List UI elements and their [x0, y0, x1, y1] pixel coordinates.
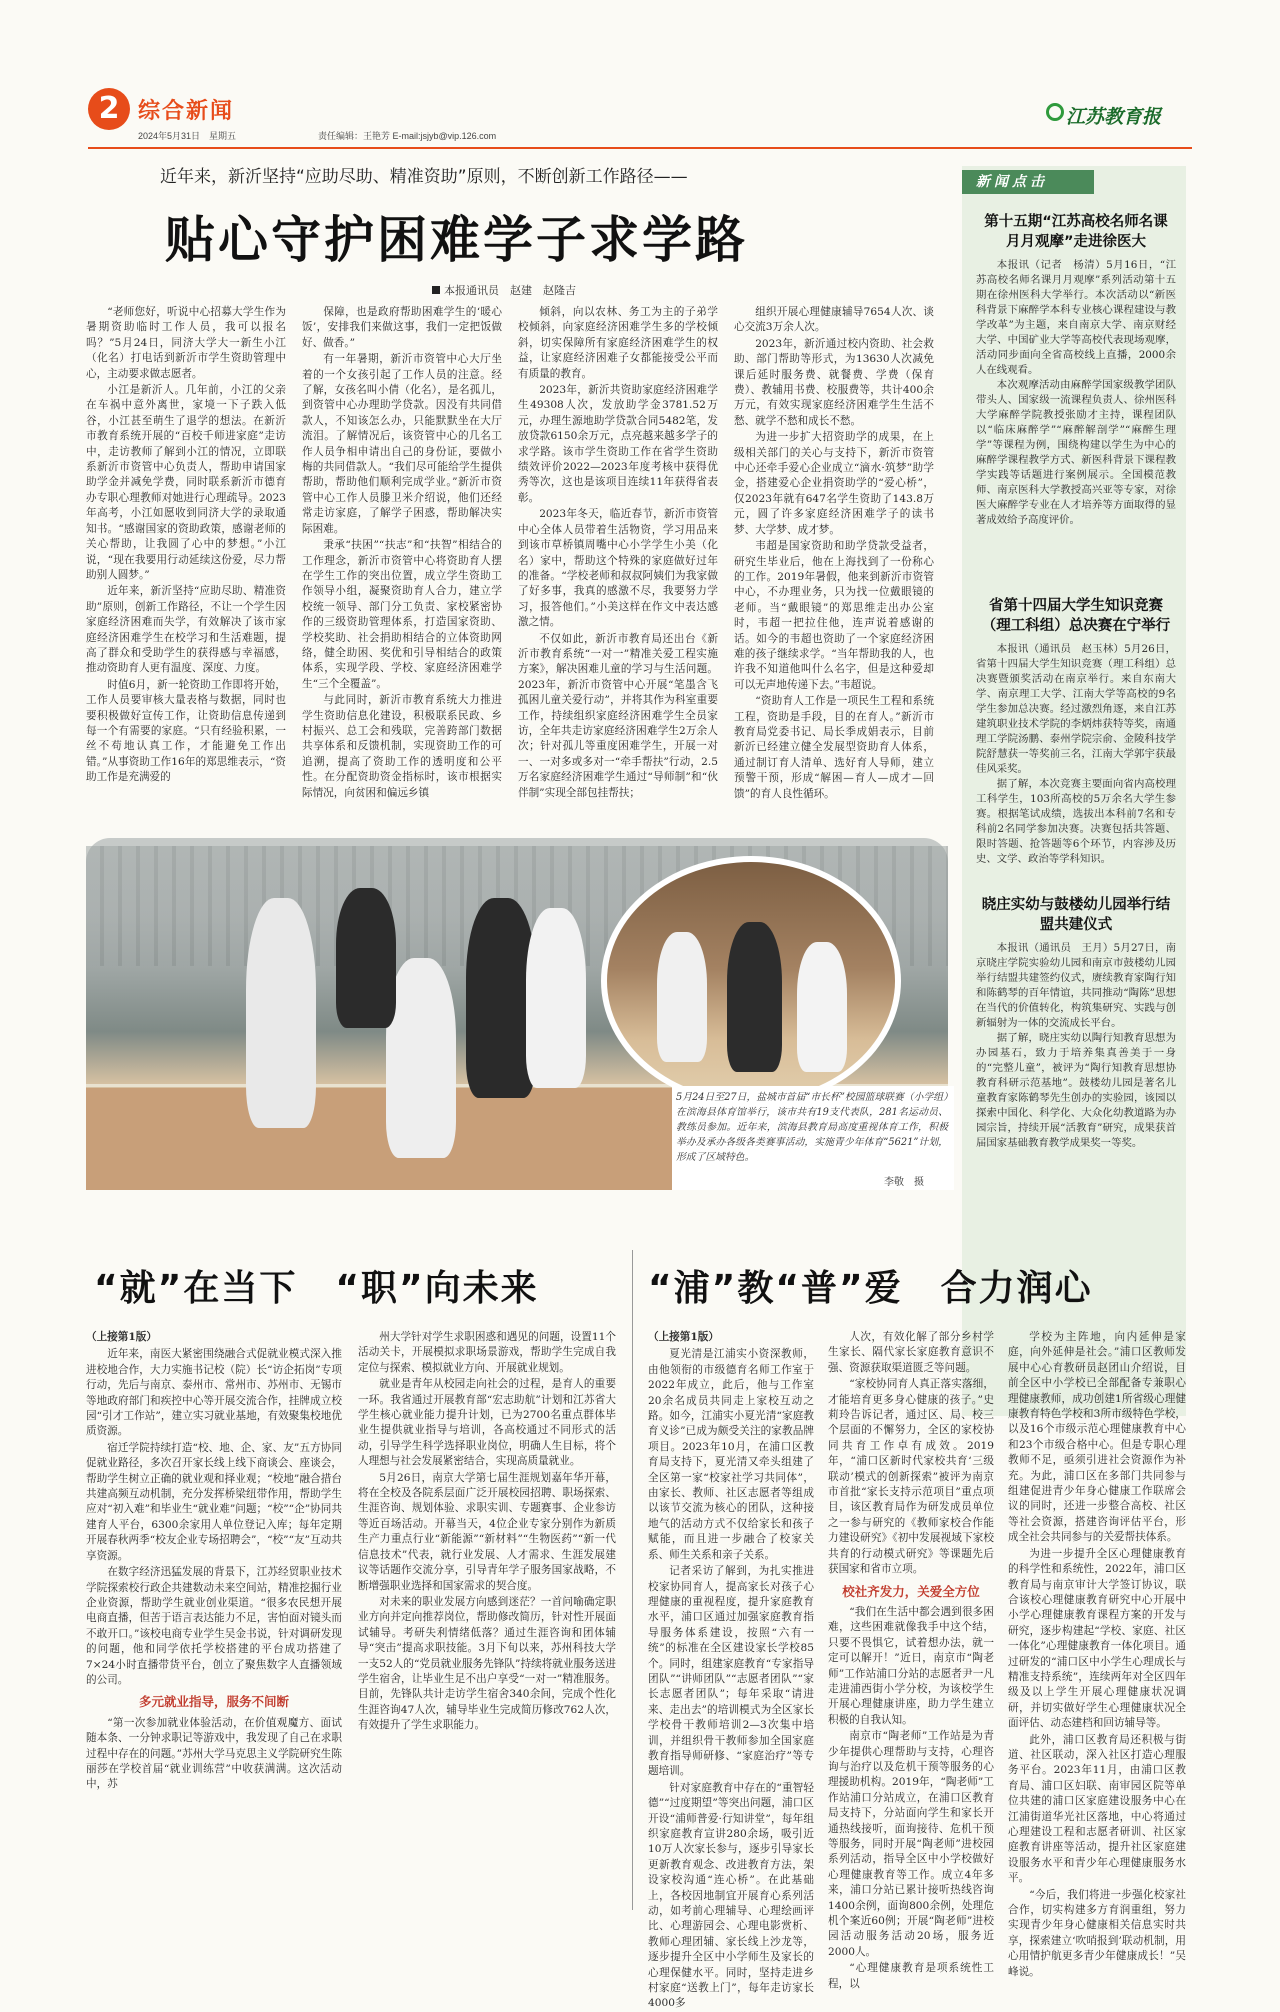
inset-player [657, 932, 707, 1062]
article-right-note: （上接第1版） [648, 1331, 719, 1343]
paragraph: 近年来，新沂坚持“应助尽助、精准资助”原则，创新工作路径，不让一个学生因家庭经济困难而失学，有效解决了该市家庭经济困难学生在校学习和生活难题，提高了群众和受助学生的获得感与幸福感，推动资助育人更有温度、深度、力度。 [86, 585, 286, 675]
article-left-note: （上接第1版） [86, 1331, 157, 1343]
lead-title: 贴心守护困难学子求学路 [165, 211, 748, 269]
paragraph: 此外，浦口区教育局还积极与街道、社区联动，深入社区打造心理服务平台。2023年11月，由浦口区教育局、浦口区妇联、南审园区院等单位共建的浦口区家庭建设服务中心在江浦街道华光社区落地，中心将通过心理建设工程和志愿者研训、社区家庭教育讲座等活动，提升社区家庭建设服务水平和青少年心理健康服务水平。 [1008, 1733, 1186, 1885]
lead-column-4 [734, 305, 934, 827]
header-rule [88, 147, 1192, 149]
article-right-column-1 [648, 1330, 814, 2010]
article-left-col1b-paras [86, 1716, 342, 1793]
article-left-subheading: 多元就业指导，服务不间断 [138, 1694, 289, 1710]
inset-player [797, 942, 847, 1072]
photo-player [246, 898, 316, 1128]
page-number-badge: 2 [88, 88, 130, 130]
basketball-inset-photo [601, 856, 901, 1106]
article-right-subheading: 校社齐发力，关爱全方位 [842, 1583, 980, 1599]
paragraph: 有一年暑期，新沂市资管中心大厅坐着的一个女孩引起了工作人员的注意。经了解，女孩名叫小倩（化名），是名孤儿，到资管中心办理助学贷款。因没有共同借款人，不知该怎么办，只能默默坐在大厅流泪。了解情况后，该资管中心的几名工作人员争相申请出自己的身份证，要做小梅的共同借款人。“我们尽可能给学生提供帮助，帮助他们顺利完成学业。”新沂市资管中心工作人员滕卫米介绍说，他们还经常走访家庭，了解学子困惑，帮助解决实际困难。 [302, 353, 502, 535]
editor-info: 责任编辑：王艳芳 E-mail:jsjyb@vip.126.com [318, 131, 497, 141]
lead-column-2 [302, 305, 502, 827]
paragraph: “第一次参加就业体验活动，在价值观魔方、面试随本条、一分钟求职记等游戏中，我发现了自己在求职过程中存在的问题。”苏州大学马克思主义学院研究生陈丽莎在学校首届“就业训练营”中收获满满。这次活动中，苏 [86, 1716, 342, 1791]
paragraph: 小江是新沂人。几年前，小江的父亲在车祸中意外离世，家境一下子跌入低谷，小江甚至萌生了退学的想法。在新沂市教育系统开展的“百校千师进家庭”走访中，走访教师了解到小江的情况，立即联系新沂市资管中心负责人，帮助申请国家助学金并减免学费，同时联系新沂市德育办专职心理教师对她进行心理疏导。2023年高考，小江如愿收到同济大学的录取通知书。“感谢国家的资助政策，感谢老师的关心帮助，让我圆了心中的梦想。”小江说，“现在我要用行动延续这份爱，尽力帮助别人圆梦。” [86, 384, 286, 581]
article-left-col1-paras [86, 1347, 342, 1688]
paragraph: 为进一步提升全区心理健康教育的科学性和系统性，2022年，浦口区教育局与南京审计大学签订协议，联合该校心理健康教育研究中心开展中小学心理健康教育课程方案的开发与研究，逐步构建起“学校、家庭、社区一体化”心理健康教育一体化项目。通过研发的“浦口区中小学生心理成长与精准支持系统”，连续两年对全区四年级及以上学生开展心理健康状况调研，并切实做好学生心理健康状况全面评估、动态建档和回访辅导等。 [1008, 1547, 1186, 1730]
paragraph: 保障，也是政府帮助困难学生的‘暖心饭’，安排我们来做这事，我们一定把饭做好、做香。” [302, 306, 502, 349]
column-divider [632, 1250, 633, 1910]
paragraph: 本次观摩活动由麻醉学国家级教学团队带头人、国家级一流课程负责人、徐州医科大学麻醉学院教授张励才主持，课程团队以“临床麻醉学”“麻醉解剖学”“麻醉生理学”等课程为例，围绕构建以学生为中心的麻醉学课程教学方式、新医科背景下课程教学实践等话题进行案例展示。全国模范教师、南京医科大学教授高兴亚等专家，对徐医大麻醉学专业在人才培养等方面取得的显著成效给予高度评价。 [976, 379, 1176, 526]
paragraph: 据了解，本次竞赛主要面向省内高校理工科学生，103所高校的5万余名大学生参赛。根据笔试成绩，选拔出本科前7名和专科前2名同学参加决赛。决赛包括共答题、限时答题、抢答题等6个环节，内容涉及历史、文学、政治等学科知识。 [976, 778, 1176, 865]
article-right-column-3 [1008, 1330, 1186, 1978]
paragraph: 对未来的职业发展方向感到迷茫？一首问喻确定职业方向并定向推荐岗位，帮助修改简历，针对性开展面试辅导。考研失利情绪低落？通过生涯咨询和团体辅导“突击”提高求职技能。3月下旬以来，苏州科技大学一支52人的“党员就业服务先锋队”持续将就业服务送进学生宿舍，让毕业生足不出户享受“一对一”精准服务。目前，先锋队共计走访学生宿舍340余间，完成个性化生涯咨询47人次，辅导毕业生完成简历修改762人次，有效提升了学生求职能力。 [358, 1595, 616, 1732]
paragraph: 5月26日，南京大学第七届生涯规划嘉年华开幕，将在全校及各院系层面广泛开展校园招聘、职场探索、生涯咨询、规划体验、求职实训、专题赛事、企业参访等近百场活动。开幕当天，4位企业专家分别作为新质生产力重点行业“新能源”“新材料”“生物医药”“新一代信息技术”代表，就行业发展、人才需求、生涯发展建议等话题作交流分享，引导青年学子服务国家战略，不断增强职业选择和国家需求的契合度。 [358, 1471, 616, 1592]
paragraph: 本报讯（记者 杨清）5月16日，“江苏高校名师名课月月观摩”系列活动第十五期在徐州医科大学举行。本次活动以“新医科背景下麻醉学本科专业核心课程建设与教学改革”为主题，来自南京大学、南京财经大学、中国矿业大学等高校代表现场观摩，活动同步面向全省高校线上直播，2000余人在线观看。 [976, 259, 1176, 376]
paragraph: “资助育人工作是一项民生工程和系统工程，资助是手段，目的在育人。”新沂市教育局党委书记、局长季成娟表示，目前新沂已经建立健全发展型资助育人体系，通过制订育人清单、选好育人导师，建立预警干预，形成“解困—育人—成才—回馈”的育人良性循环。 [734, 695, 934, 800]
paragraph: 本报讯（通讯员 王月）5月27日，南京晓庄学院实验幼儿园和南京市鼓楼幼儿园举行结盟共建签约仪式，赓续教育家陶行知和陈鹤琴的百年情谊，共同推动“陶陈”思想在当代的价值转化，构筑集研究、实践与创新辐射为一体的交流成长平台。 [976, 942, 1176, 1029]
article-left-column-1 [86, 1330, 342, 1920]
article-left-title: “就”在当下 “职”向未来 [94, 1268, 539, 1309]
paragraph: “今后，我们将进一步强化校家社合作，切实构建多方育润重组，努力实现青少年身心健康相关信息实时共享，探索建立‘吹哨报到’联动机制，用心用情护航更多青少年健康成长！”吴峰说。 [1008, 1888, 1186, 1978]
paragraph: 就业是青年从校园走向社会的过程，是育人的重要一环。我省通过开展教育部“宏志助航”计划和江苏省大学生核心就业能力提升计划，已为2700名重点群体毕业生提供就业指导与培训，各高校通过不同形式的活动，引导学生科学选择职业岗位，明确人生目标，将个人理想与社会发展紧密结合，实现高质量就业。 [358, 1378, 616, 1468]
sidebar-news-1-title: 第十五期“江苏高校名师名课月月观摩”走进徐医大 [984, 214, 1168, 250]
paragraph: 针对家庭教育中存在的“重智轻德”“过度期望”等突出问题，浦口区开设“浦师普爱·行知讲堂”，每年组织家庭教育宣讲280余场，吸引近10万人次家长参与，逐步引导家长更新教育观念、改进教育方法，架设家校沟通“连心桥”。在此基础上，各校因地制宜开展育心系列活动，如考前心理辅导、心理绘画评比、心理游园会、心理电影赏析、教师心理团辅、家长线上沙龙等，逐步提升全区中小学师生及家长的心理保健水平。同时，坚持走进乡村家庭“送教上门”，每年走访家长4000多 [648, 1781, 814, 2010]
sidebar-news-3-title: 晓庄实幼与鼓楼幼儿园举行结盟共建仪式 [981, 897, 1171, 933]
sidebar-tag: 新闻点击 [962, 170, 1094, 194]
paragraph: 人次，有效化解了部分乡村学生家长、隔代家长家庭教育意识不强、资源获取渠道匮乏等问题。 [828, 1331, 994, 1374]
article-left-column-2 [358, 1330, 616, 1920]
lead-column-1 [86, 305, 286, 827]
paragraph: 记者采访了解到，为扎实推进校家协同育人，提高家长对孩子心理健康的重视程度，提升家庭教育水平，浦口区通过加强家庭教育指导服务体系建设，按照“六有一统”的标准在全区建设家长学校85个。同时，组建家庭教育“专家指导团队”“讲师团队”“志愿者团队”“家长志愿者团队”；每年采取“请进来、走出去”的培训模式为全区家长学校骨干教师培训2—3次集中培训，并组织骨干教师参加全国家庭教育指导师研修、“家庭治疗”等专题培训。 [648, 1565, 814, 1778]
lead-column-3 [518, 305, 718, 827]
paragraph: 为进一步扩大招资助学的成果，在上级相关部门的关心与支持下，新沂市资管中心还牵手爱心企业成立“滴水·筑梦”助学金，搭建爱心企业捐资助学的“爱心桥”，仅2023年就有647名学生资助了143.8万元，圆了许多家庭经济困难学子的读书梦、大学梦、成才梦。 [734, 431, 934, 536]
article-right-title: “浦”教“普”爱 合力润心 [648, 1268, 1093, 1309]
paragraph: 组织开展心理健康辅导7654人次、谈心交流3万余人次。 [734, 306, 934, 334]
paragraph: 2023年冬天，临近春节，新沂市资管中心全体人员带着生活物资，学习用品来到该市草桥镇周嘴中心小学学生小美（化名）家中，帮助这个特殊的家庭做好过年的准备。“学校老师和叔叔阿姨们为我家做了好多事，我真的感激不尽，我要努力学习，报答他们。”小美这样在作文中表达感激之情。 [518, 508, 718, 629]
paragraph: 州大学针对学生求职困惑和遇见的问题，设置11个活动关卡，开展模拟求职场景游戏，帮助学生完成自我定位与探索、模拟就业方向、开展就业规划。 [358, 1331, 616, 1374]
paragraph: 与此同时，新沂市教育系统大力推进学生资助信息化建设，积极联系民政、乡村振兴、总工会和残联，完善跨部门数据共享体系和反馈机制，实现资助工作的可追溯，提高了资助工作的透明度和公平性。在分配资助资金指标时，该市根据实际情况，向贫困和偏远乡镇 [302, 694, 502, 799]
sidebar-news-2-body [976, 642, 1176, 890]
paragraph: “老师您好，听说中心招募大学生作为暑期资助临时工作人员，我可以报名吗？”5月24日，同济大学大一新生小江（化名）打电话到新沂市学生资助管理中心，主动要求做志愿者。 [86, 306, 286, 380]
inset-player [727, 922, 782, 1072]
paragraph: 本报讯（通讯员 赵玉林）5月26日，省第十四届大学生知识竞赛（理工科组）总决赛暨颁奖活动在南京举行。来自东南大学、南京理工大学、江南大学等高校的9名学生参加总决赛。经过激烈角逐，来自江苏建筑职业技术学院的李炳炜获特等奖，南通理工学院汤鹏、泰州学院宗俞、金陵科技学院舒慧获一等奖前三名，江南大学郭宇获最佳风采奖。 [976, 643, 1176, 775]
article-right-col2-paras [828, 1330, 994, 1578]
paragraph: 学校为主阵地，向内延伸是家庭，向外延伸是社会。”浦口区教师发展中心心育教研员赵团山介绍说，目前全区中小学校已全部配备专兼职心理健康教师，成功创建1所省级心理健康教育特色学校和3所市级特色学校，以及16个市级示范心理健康教育中心和23个市级合格中心。但是专职心理教师不足，亟须引进社会资源作为补充。为此，浦口区在多部门共同参与组建促进青少年身心健康工作联席会议的同时，还进一步整合高校、社区等社会资源，搭建咨询评估平台，形成全社会共同参与的关爱帮扶体系。 [1008, 1331, 1186, 1544]
sidebar-news-1-body [976, 258, 1176, 591]
byline-square-icon [432, 286, 440, 294]
paragraph: “心理健康教育是项系统性工程，以 [828, 1962, 994, 1990]
paragraph: 时值6月，新一轮资助工作即将开始，工作人员要审核大量表格与数据，同时也要积极做好宣传工作，让资助信息传递到每一个有需要的家庭。“只有经验积累，一丝不苟地认真工作，才能避免工作出错。”从事资助工作16年的郑思维表示，“资助工作是充满爱的 [86, 678, 286, 784]
paragraph: 2023年，新沂共资助家庭经济困难学生49308人次，发放助学金3781.52万元，办理生源地助学贷款合同5482笔，发放贷款6150余万元，点亮越来越多学子的求学路。该市学生资助工作在省学生资助绩效评价2022—2023年度考核中获得优秀等次，这也是该项目连续11年获得省表彰。 [518, 384, 718, 504]
paragraph: 据了解，晓庄实幼以陶行知教育思想为办园基石，致力于培养集真善美于一身的“完整儿童”，被评为“陶行知教育思想协教育科研示范基地”。鼓楼幼儿园是著名儿童教育家陈鹤琴先生创办的实验园，该园以探索中国化、科学化、大众化幼教道路为办园宗旨，持续开展“活教育”研究，成果获首届国家基础教育教学成果奖一等奖。 [976, 1032, 1176, 1149]
paragraph: 韦超是国家资助和助学贷款受益者，研究生毕业后，他在上海找到了一份称心的工作。2019年暑假，他来到新沂市资管中心，不办理业务，只为找一位戴眼镜的老师。当“戴眼镜”的郑思维走出办公室时，韦超一把拉住他，连声说着感谢的话。如今的韦超也资助了一个家庭经济困难的孩子继续求学。“当年帮助我的人，也许我不知道他叫什么名字，但是这种爱却可以无声地传递下去。”韦超说。 [734, 540, 934, 691]
paragraph: 倾斜，向以农林、务工为主的子弟学校倾斜，向家庭经济困难学生多的学校倾斜，切实保障所有家庭经济困难学生的权益，让家庭经济困难子女都能接受公平而有质量的教育。 [518, 306, 718, 380]
section-name: 综合新闻 [138, 99, 235, 124]
newspaper-logo: 江苏教育报 [1066, 106, 1162, 128]
newspaper-logo-icon [1046, 103, 1064, 121]
paragraph: 在数字经济迅猛发展的背景下，江苏经贸职业技术学院探索校行政企共建数动未来空间站，精准挖掘行业企业资源，帮助学生就业创业渠道。“很多农民想开展电商直播，但苦于语言表达能力不足，害怕面对镜头而不敢开口。”该校电商专业学生吴金书说，针对调研发现的问题，他和同学依托学校搭建的平台成功搭建了7×24小时直播带货平台，创立了聚焦数字人直播领域的公司。 [86, 1566, 342, 1686]
byline-text: 本报通讯员 赵建 赵隆吉 [444, 284, 576, 297]
article-right-col2b-paras [828, 1605, 994, 1992]
paragraph: 夏光清是江浦实小资深教师，由他领衔的市级德育名师工作室于2022年成立，此后，他与工作室20余名成员共同走上家校互动之路。如今，江浦实小夏光清“家庭教育义诊”已成为颇受关注的家教品牌项目。2023年10月，在浦口区教育局支持下，夏光清又牵头组建了全区第一家“校家社学习共同体”，由家长、教师、社区志愿者等组成以该节交流为核心的团队，这种接地气的活动方式不仅给家长和孩子赋能，而且进一步融合了校家关系、师生关系和亲子关系。 [648, 1348, 814, 1561]
paragraph: “家校协同育人真正落实落细，才能培育更多身心健康的孩子。”史莉玲告诉记者，通过区、局、校三个层面的不懈努力，全区的家校协同共育工作卓有成效。2019年，“浦口区新时代家校共育‘三级联动’模式的创新探索”被评为南京市首批“家长支持示范项目”重点项目，该区教育局作为研发成员单位之一参与研究的《教师家校合作能力建设研究》《初中发展视域下家校共育的行动模式研究》等课题先后获国家和省市立项。 [828, 1378, 994, 1576]
sidebar-news-2-title: 省第十四届大学生知识竞赛（理工科组）总决赛在宁举行 [981, 598, 1171, 634]
issue-date: 2024年5月31日 星期五 [138, 131, 237, 141]
lead-kicker: 近年来，新沂坚持“应助尽助、精准资助”原则，不断创新工作路径—— [160, 167, 688, 187]
paragraph: 2023年，新沂通过校内资助、社会救助、部门帮助等形式，为13630人次减免课后延时服务费、就餐费、学费（保育费）、教辅用书费、校服费等，共计400余万元，有效实现家庭经济困难学生生活不愁、就学不愁和成长不愁。 [734, 337, 934, 427]
paragraph: “我们在生活中都会遇到很多困难，这些困难就像我手中这个结，只要不畏惧它，试着想办法，就一定可以解开！”近日，南京市“陶老师”工作站浦口分站的志愿者尹一凡走进浦西街小学分校，为该校学生开展心理健康讲座，助力学生建立积极的自我认知。 [828, 1605, 994, 1726]
lead-byline [432, 282, 576, 298]
article-right-column-2 [828, 1330, 994, 1990]
paragraph: 不仅如此，新沂市教育局还出台《新沂市教育系统“一对一”精准关爱工程实施方案》，解决困难儿童的学习与生活问题。2023年，新沂市资管中心开展“笔墨含飞孤困儿童关爱行动”，并将其作为科室重要工作，持续组织家庭经济困难学生全员家访，全年共走访家庭经济困难学生2万余人次；针对孤儿等重度困难学生，开展一对一、一对多或多对一“牵手帮扶”行动，2.5万名家庭经济困难学生通过“导师制”和“伙伴制”实现全部包挂帮扶； [518, 632, 718, 799]
paragraph: 近年来，南医大紧密围绕融合式促就业模式深入推进校地合作，大力实施书记校（院）长“访企拓岗”专项行动，先后与南京、泰州市、常州市、苏州市、无锡市等地政府部门和疾控中心等开展交流合作，挂牌成立校园“引才工作站”，建立实习就业基地，有效聚集校地优质资源。 [86, 1348, 342, 1438]
paragraph: 宿迁学院持续打造“校、地、企、家、友”五方协同促就业路径，多次召开家长线上线下商谈会、座谈会，帮助学生树立正确的就业观和择业观；“校地”融合措台共建高频互动机制，充分发挥桥梁纽带作用，帮助学生应对“初入难”和毕业生“就业难”问题；“校”“企”协同共建育人平台，6300余家用人单位登记入库；每年定期开展春秋两季“校友企业专场招聘会”，“校”“友”互动共享资源。 [86, 1441, 342, 1562]
photo-player [336, 888, 396, 1028]
article-right-col1-paras [648, 1347, 814, 2011]
photo-caption: 5月24日至27日，盐城市首届“市长杯”校园篮球联赛（小学组）在滨海县体育馆举行，该市共有19支代表队，281名运动员、教练员参加。近年来，滨海县教育局高度重视体育工作，积极举办及承办各级各类赛事活动，实施青少年体育“5621”计划，形成了区域特色。 [676, 1092, 948, 1163]
photo-credit: 李敬 摄 [884, 1177, 924, 1188]
photo-player [526, 908, 586, 1088]
photo-player [386, 958, 456, 1158]
paragraph: 南京市“陶老师”工作站是为青少年提供心理帮助与支持，心理咨询与治疗以及危机干预等服务的心理援助机构。2019年，“陶老师”工作站浦口分站成立，在浦口区教育局支持下，分站面向学生和家长开通热线接听，面询接待、危机干预等服务，同时开展“陶老师”进校园系列活动，指导全区中小学校做好心理健康教育等工作。成立4年多来，浦口分站已累计接听热线咨询1400余例，面询800余例，处理危机个案近60例；开展“陶老师”进校园活动服务活动20场，服务近2000人。 [828, 1730, 994, 1958]
paragraph: 秉承“扶困”“扶志”和“扶智”相结合的工作理念，新沂市资管中心将资助育人摆在学生工作的突出位置，成立学生资助工作领导小组，凝聚资助育人合力，建立学校统一领导、部门分工负责、家校紧密协作的三级资助管理体系，打造国家资助、学校奖助、社会捐助相结合的立体资助网络，健全助困、奖优和引导相结合的政策体系，实现学段、学校、家庭经济困难学生“三个全覆盖”。 [302, 539, 502, 690]
